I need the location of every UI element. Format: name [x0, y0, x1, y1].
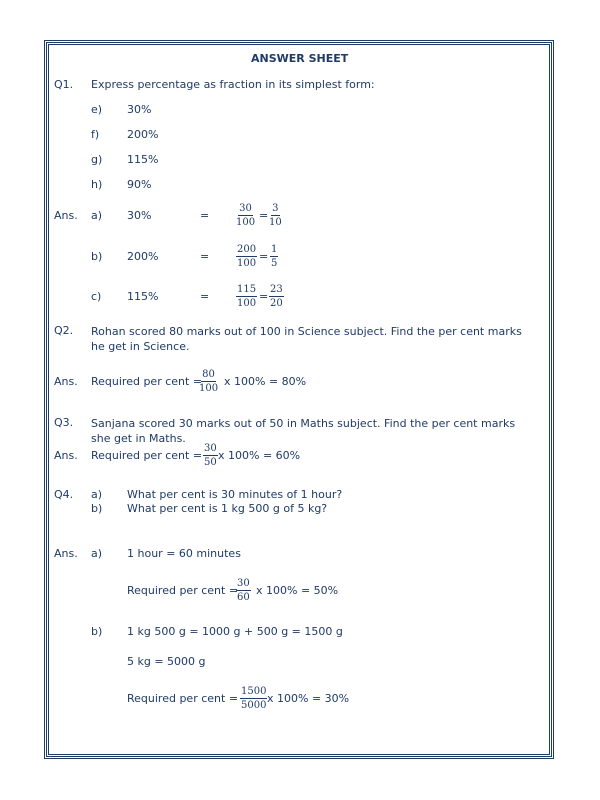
fraction	[236, 578, 251, 603]
fraction-denominator: 60	[237, 592, 250, 603]
equals-sign: =	[200, 290, 210, 303]
q4-a-suffix: x 100% = 50%	[256, 584, 339, 597]
q2-ans-prefix: Required per cent =	[91, 375, 203, 388]
q1-item-value: 200%	[127, 128, 159, 141]
fraction-numerator: 1500	[241, 686, 267, 697]
equals-sign: =	[200, 250, 210, 263]
q4-b-letter: b)	[91, 625, 103, 638]
q1-answer-letter: b)	[91, 250, 103, 263]
q3-ans-label: Ans.	[54, 449, 78, 462]
q1-item-letter: h)	[91, 178, 103, 191]
fraction-numerator: 23	[270, 284, 283, 295]
fraction	[236, 244, 257, 269]
q4-label: Q4.	[54, 488, 74, 501]
fraction	[270, 244, 278, 269]
fraction-denominator: 20	[270, 298, 283, 309]
fraction	[240, 686, 267, 711]
equals-sign: =	[259, 209, 269, 222]
q2-label: Q2.	[54, 324, 74, 337]
q4-part-letter: b)	[91, 502, 103, 515]
fraction-numerator: 200	[237, 244, 257, 255]
q2-ans-suffix: x 100% = 80%	[224, 375, 307, 388]
fraction	[236, 203, 255, 228]
q1-answer-letter: c)	[91, 290, 102, 303]
fraction	[269, 203, 282, 228]
fraction-denominator: 10	[269, 217, 282, 228]
q1-ans-label: Ans.	[54, 209, 78, 222]
q4-part-letter: a)	[91, 488, 103, 501]
q1-item-letter: e)	[91, 103, 103, 116]
fraction-denominator: 100	[237, 298, 257, 309]
equals-sign: =	[259, 250, 269, 263]
q1-label: Q1.	[54, 78, 74, 91]
q1-item-value: 30%	[127, 103, 152, 116]
q4-b-prefix: Required per cent =	[127, 692, 239, 705]
q1-item-value: 90%	[127, 178, 152, 191]
fraction	[269, 284, 284, 309]
q4-a-line: 1 hour = 60 minutes	[127, 547, 241, 560]
equals-sign: =	[259, 290, 269, 303]
q1-item-value: 115%	[127, 153, 159, 166]
q1-item-letter: f)	[91, 128, 100, 141]
q4-part-text: What per cent is 1 kg 500 g of 5 kg?	[127, 502, 328, 515]
fraction-denominator: 5	[271, 258, 278, 269]
q4-a-prefix: Required per cent =	[127, 584, 239, 597]
q4-a-letter: a)	[91, 547, 103, 560]
fraction	[236, 284, 257, 309]
fraction-numerator: 30	[237, 578, 250, 589]
fraction-numerator: 80	[202, 369, 215, 380]
q1-item-letter: g)	[91, 153, 103, 166]
fraction-numerator: 30	[239, 203, 252, 214]
q4-part-text: What per cent is 30 minutes of 1 hour?	[127, 488, 343, 501]
fraction-numerator: 30	[204, 443, 217, 454]
q4-b-line1: 1 kg 500 g = 1000 g + 500 g = 1500 g	[127, 625, 343, 638]
fraction-denominator: 100	[199, 383, 219, 394]
q1-question: Express percentage as fraction in its simplest form:	[91, 78, 375, 91]
q3-label: Q3.	[54, 416, 74, 429]
fraction-numerator: 1	[271, 244, 278, 255]
q1-answer-value: 200%	[127, 250, 159, 263]
equals-sign: =	[200, 209, 210, 222]
q2-ans-label: Ans.	[54, 375, 78, 388]
fraction-numerator: 115	[237, 284, 257, 295]
q1-answer-letter: a)	[91, 209, 103, 222]
fraction-denominator: 5000	[241, 700, 267, 711]
q1-answer-value: 115%	[127, 290, 159, 303]
q2-question: Rohan scored 80 marks out of 100 in Science subject. Find the per cent marks he get in Science.	[91, 325, 522, 353]
page-border-inner	[48, 44, 550, 755]
q4-ans-label: Ans.	[54, 547, 78, 560]
q4-b-suffix: x 100% = 30%	[267, 692, 350, 705]
fraction-numerator: 3	[272, 203, 279, 214]
fraction-denominator: 50	[204, 457, 217, 468]
fraction	[203, 443, 218, 468]
q3-ans-prefix: Required per cent =	[91, 449, 203, 462]
q3-ans-suffix: x 100% = 60%	[218, 449, 301, 462]
page-title: ANSWER SHEET	[251, 52, 349, 65]
q3-question: Sanjana scored 30 marks out of 50 in Maths subject. Find the per cent marks she get in Maths.	[91, 417, 516, 445]
q1-answer-value: 30%	[127, 209, 152, 222]
q4-b-line2: 5 kg = 5000 g	[127, 655, 206, 668]
fraction	[199, 369, 218, 394]
fraction-denominator: 100	[236, 217, 256, 228]
fraction-denominator: 100	[237, 258, 257, 269]
